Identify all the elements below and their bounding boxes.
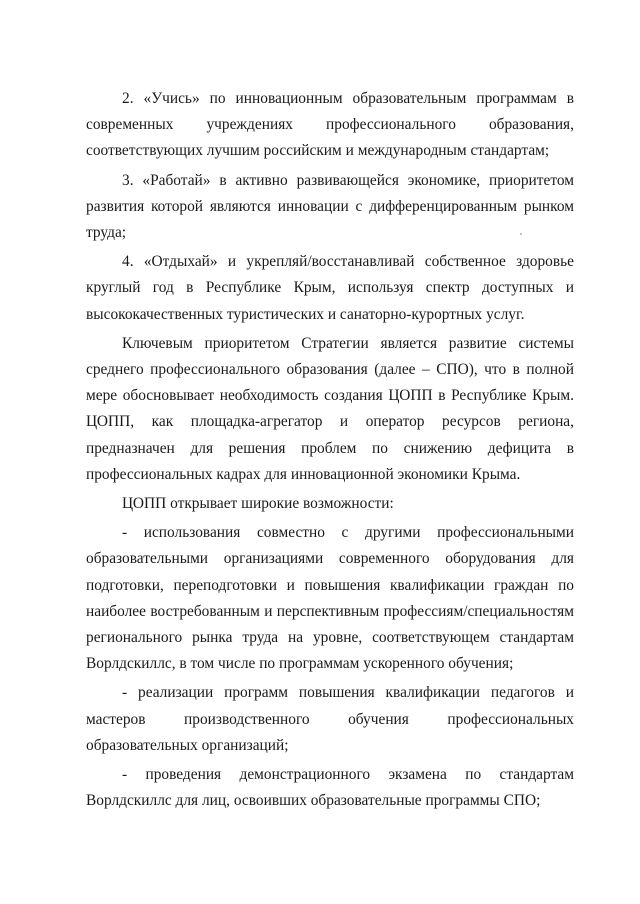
document-page: [86, 86, 574, 817]
paragraph-opportunities-intro: ЦОПП открывает широкие возможности:: [122, 495, 394, 513]
list-item-demo-exam: - проведения демонстрационного экзамена по стандартам Ворлдскиллс для лиц, освоивших образовательные программы СПО;: [86, 766, 574, 810]
paragraph-learn: 2. «Учись» по инновационным образовательным программам в современных учреждениях профессионального образования, соответствующих лучшим российским и международным стандартам;: [86, 90, 574, 160]
list-item-equipment: - использования совместно с другими профессиональными образовательными организациями современного оборудования для подготовки, переподготовки и повышения квалификации граждан по наиболее востребованным и перспективным профессиям/специальностям регионального рынка труда на уровне, соответствующем стандартам Ворлдскиллс, в том числе по программам ускоренного обучения;: [86, 524, 574, 673]
paragraph-rest: 4. «Отдыхай» и укрепляй/восстанавливай собственное здоровье круглый год в Республике Крым, используя спектр доступных и высококачественных туристических и санаторно-курортных услуг.: [86, 253, 574, 323]
list-item-teacher-training: - реализации программ повышения квалификации педагогов и мастеров производственного обучения профессиональных образовательных организаций;: [86, 684, 574, 754]
paragraph-key-priority: Ключевым приоритетом Стратегии является развитие системы среднего профессионального образования (далее – СПО), что в полной мере обосновывает необходимость создания ЦОПП в Республике Крым. ЦОПП, как площадка-агрегатор и оператор ресурсов региона, предназначен для решения проблем по снижению дефицита в профессиональных кадрах для инновационной экономики Крыма.: [86, 334, 574, 483]
paragraph-work: 3. «Работай» в активно развивающейся экономике, приоритетом развития которой являются инновации с дифференцированным рынком труда;: [86, 171, 574, 242]
scan-speck: [520, 233, 522, 235]
